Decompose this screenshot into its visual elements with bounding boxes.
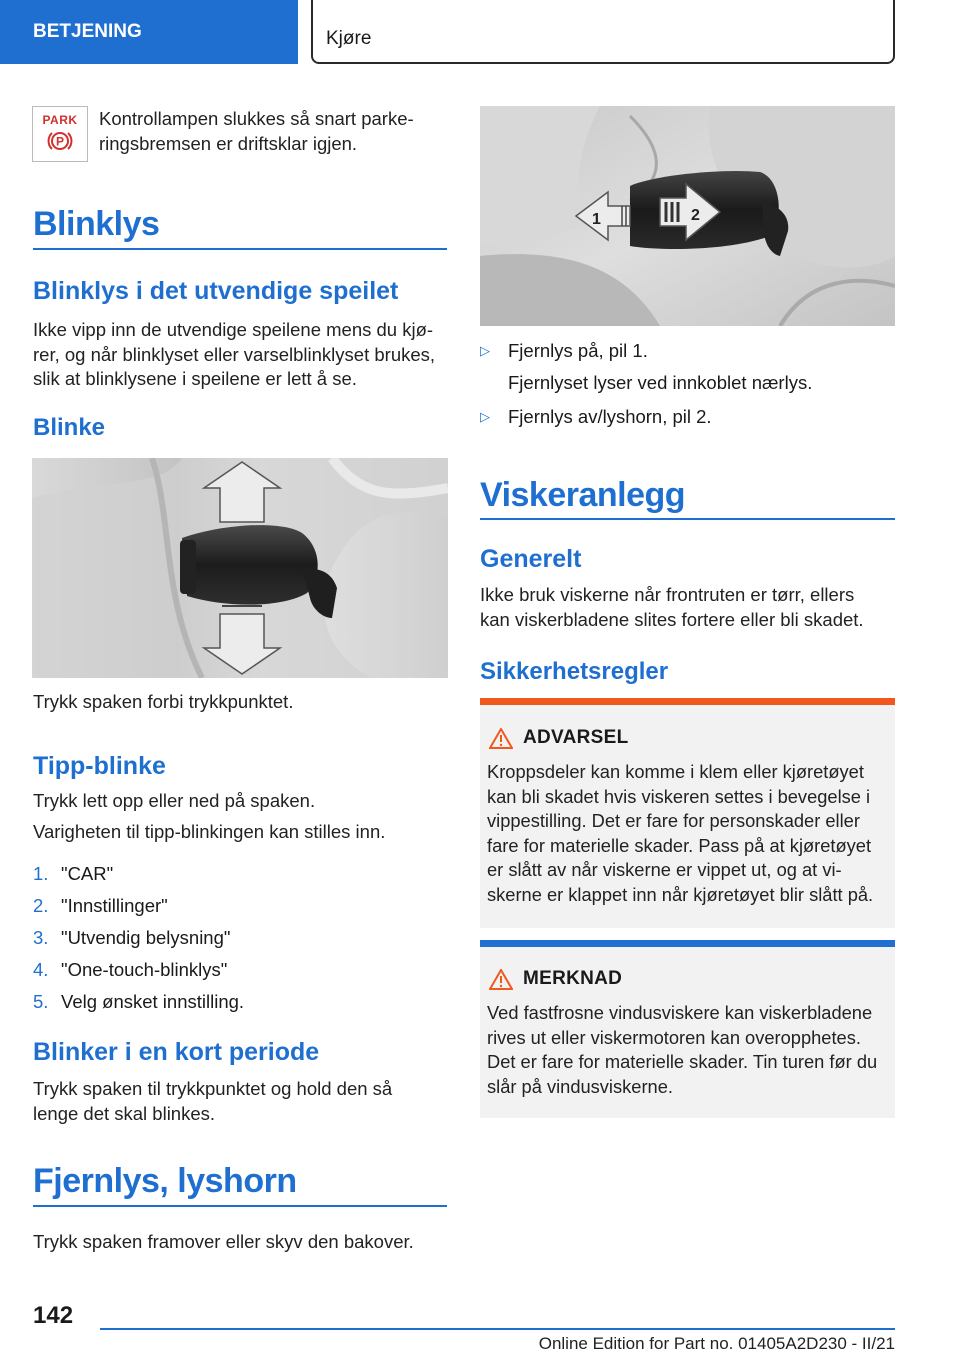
list-item: ▷ Fjernlys på, pil 1.	[480, 340, 648, 361]
note-title: MERKNAD	[523, 968, 623, 989]
tipp-text-1: Trykk lett opp eller ned på spaken.	[33, 790, 316, 811]
speilet-text: Ikke vipp inn de utvendige speilene mens du kjø-rer, og når blinklyset eller varselblinklyset brukes, slik at blinklysene i speilene er lett å se.	[33, 319, 436, 389]
list-item: Fjernlyset lyser ved innkoblet nærlys.	[508, 372, 813, 393]
section-tab: BETJENING	[0, 0, 298, 64]
list-item: 5. Velg ønsket innstilling.	[33, 991, 245, 1012]
warning-bar	[480, 698, 895, 705]
list-item: 3. "Utvendig belysning"	[33, 927, 231, 948]
note-triangle-icon	[489, 969, 513, 990]
turn-signal-stalk-illustration	[32, 458, 448, 678]
high-beam-stalk-illustration	[480, 106, 895, 326]
triangle-bullet-icon: ▷	[480, 343, 490, 358]
tipp-text-2: Varigheten til tipp-blinkingen kan stilles inn.	[33, 821, 386, 842]
note-box	[480, 940, 895, 1118]
list-item: 4. "One-touch-blinklys"	[33, 959, 228, 980]
edition-text: Online Edition for Part no. 01405A2D230 - II/21	[538, 1334, 895, 1353]
note-text: Ved fastfrosne vindusviskere kan viskerbladene rives ut eller viskermotoren kan overopphetes. Det er fare for materielle skader. Tin turen før du slår på vindusviskerne.	[487, 1002, 878, 1097]
list-item: 2. "Innstillinger"	[33, 895, 168, 916]
warning-text: Kroppsdeler kan komme i klem eller kjøretøyet kan bli skadet hvis viskeren settes i bevegelse i vippestilling. Det er fare for personskader eller fare for materielle skader. Pass på at kjøretøyet er slått av når viskerne er vippet ut, og at vi-skerne er klappet inn når kjøretøyet blir slått på.	[487, 761, 874, 905]
visker-rule	[480, 518, 895, 520]
chapter-title: Kjøre	[311, 0, 895, 64]
blinklys-rule	[33, 248, 447, 250]
blinklys-heading: Blinklys	[33, 205, 160, 243]
warning-triangle-icon	[489, 728, 513, 749]
intro-text: Kontrollampen slukkes så snart parke-ringsbremsen er driftsklar igjen.	[99, 108, 414, 154]
speilet-heading: Blinklys i det utvendige speilet	[33, 277, 399, 305]
kort-heading: Blinker i en kort periode	[33, 1038, 320, 1066]
kort-text: Trykk spaken til trykkpunktet og hold den så lenge det skal blinkes.	[33, 1078, 393, 1124]
page-number: 142	[33, 1302, 74, 1329]
svg-text:2: 2	[691, 207, 700, 224]
blinke-caption: Trykk spaken forbi trykkpunktet.	[33, 691, 294, 712]
footer-rule	[100, 1328, 895, 1330]
note-bar	[480, 940, 895, 947]
blinke-heading: Blinke	[33, 414, 106, 441]
fjernlys-text: Trykk spaken framover eller skyv den bakover.	[33, 1231, 414, 1252]
svg-text:P: P	[55, 134, 65, 149]
warning-title: ADVARSEL	[523, 727, 629, 748]
warning-box	[480, 698, 895, 928]
triangle-bullet-icon: ▷	[480, 409, 490, 424]
list-item: 1. "CAR"	[33, 863, 114, 884]
park-brake-icon	[32, 106, 88, 162]
list-item: ▷ Fjernlys av/lyshorn, pil 2.	[480, 406, 712, 427]
generelt-text: Ikke bruk viskerne når frontruten er tørr, ellers kan viskerbladene slites fortere eller bli skadet.	[480, 584, 864, 630]
fjernlys-rule	[33, 1205, 447, 1207]
tipp-heading: Tipp-blinke	[33, 752, 166, 780]
svg-text:1: 1	[592, 211, 601, 228]
generelt-heading: Generelt	[480, 545, 582, 573]
fjernlys-heading: Fjernlys, lyshorn	[33, 1162, 297, 1200]
sikker-heading: Sikkerhetsregler	[480, 658, 669, 685]
visker-heading: Viskeranlegg	[480, 476, 686, 514]
park-icon-label: PARK	[42, 113, 78, 127]
park-circle-symbol	[47, 128, 73, 154]
